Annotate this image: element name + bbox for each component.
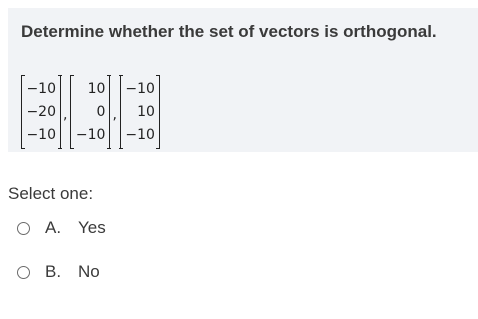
vector-entry: −10: [26, 127, 56, 143]
vector-3: [120, 76, 160, 148]
vector-entry: −10: [26, 81, 56, 97]
option-text[interactable]: Yes: [78, 218, 106, 237]
vector-entry: 0: [96, 104, 106, 120]
option-letter: B.: [45, 262, 62, 281]
vector-2: [70, 76, 110, 148]
vector-1: [21, 76, 61, 148]
radio-button-b[interactable]: [17, 266, 30, 279]
select-one-label: Select one:: [8, 184, 94, 203]
vector-separator: ,: [63, 107, 68, 123]
radio-button-a[interactable]: [17, 222, 30, 235]
vector-separator: ,: [112, 107, 117, 123]
vector-set: [21, 76, 160, 148]
vector-entry: −10: [75, 127, 106, 143]
vector-entry: −10: [125, 127, 155, 143]
option-letter: A.: [45, 218, 62, 237]
question-card: [8, 8, 478, 152]
option-text[interactable]: No: [78, 262, 100, 281]
vector-entry: 10: [87, 81, 106, 97]
option-b[interactable]: [17, 262, 100, 282]
question-prompt: Determine whether the set of vectors is orthogonal.: [21, 22, 437, 41]
option-a[interactable]: [17, 218, 106, 238]
vector-entry: 10: [137, 104, 155, 120]
vector-entry: −10: [125, 81, 155, 97]
vector-entry: −20: [26, 104, 56, 120]
